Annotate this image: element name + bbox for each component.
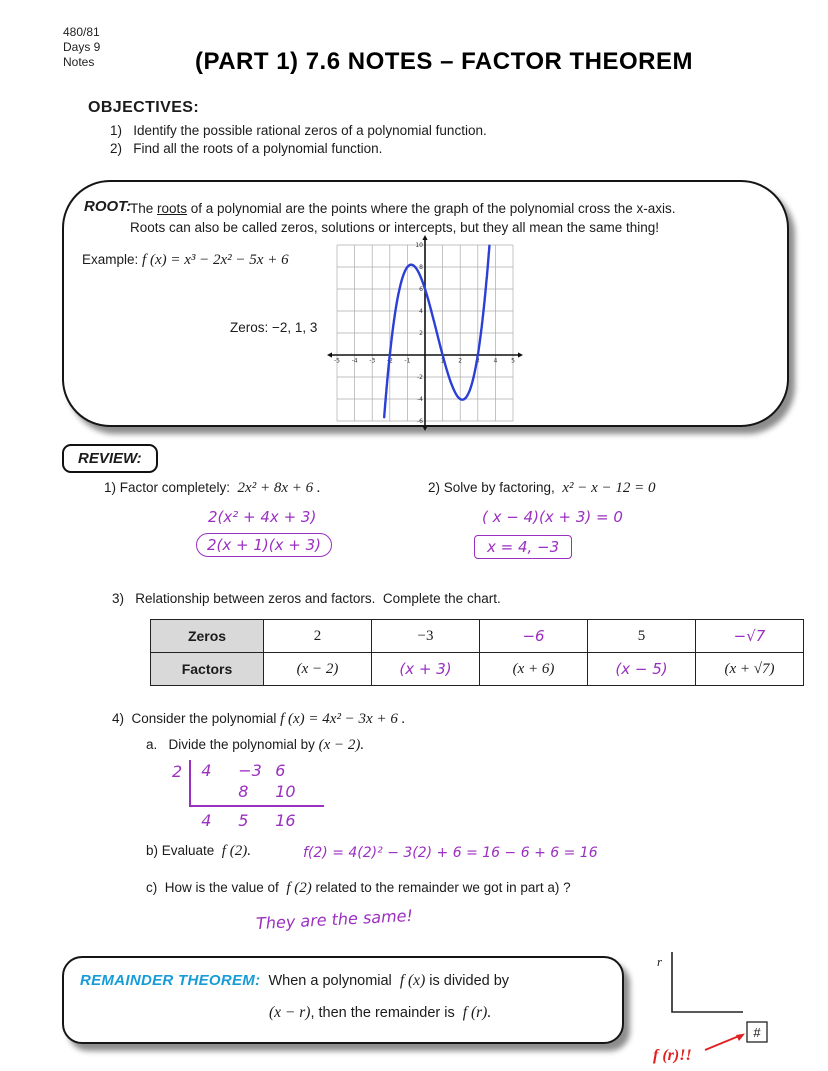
synthetic-division-work xyxy=(172,760,324,831)
synthetic-value: 10 xyxy=(275,782,296,801)
problem4-part-c xyxy=(146,880,571,897)
remainder-l1b: is divided by xyxy=(425,973,510,989)
problem4-part-a xyxy=(146,737,364,754)
svg-text:5: 5 xyxy=(511,357,515,365)
part-c-post: related to the remainder we got in part a) ? xyxy=(311,880,571,895)
review-problem-1 xyxy=(104,480,321,497)
svg-text:-6: -6 xyxy=(417,418,423,425)
synthetic-row-coefficients xyxy=(201,760,312,781)
review-problem-2 xyxy=(428,480,656,497)
problem1-text: 1) Factor completely: xyxy=(104,480,238,495)
remainder-l2a: , then the remainder is xyxy=(310,1005,463,1021)
objectives-heading: OBJECTIVES: xyxy=(88,99,200,116)
root-line1-post: of a polynomial are the points where the graph of the polynomial cross the x-axis. xyxy=(187,201,676,216)
problem4-polynomial: f (x) = 4x² − 3x + 6 . xyxy=(280,711,406,727)
example-label: Example: xyxy=(82,252,139,267)
root-line2: Roots can also be called zeros, solutions or intercepts, but they all mean the same thing! xyxy=(130,220,660,235)
diagram-hash-label: # xyxy=(753,1025,761,1040)
svg-text:3: 3 xyxy=(475,357,480,365)
table-zero-cell-handwritten: −6 xyxy=(480,620,588,653)
svg-text:-3: -3 xyxy=(369,357,376,365)
objective-item-1: 1) Identify the possible rational zeros of a polynomial function. xyxy=(110,123,487,138)
table-factor-cell: (x + √7) xyxy=(696,653,804,686)
part-b-expression: f (2). xyxy=(221,843,251,859)
diagram-division-bracket xyxy=(672,952,743,1012)
synthetic-body xyxy=(189,760,324,831)
part-a-text: a. Divide the polynomial by xyxy=(146,737,319,752)
problem1-work-line1: 2(x² + 4x + 3) xyxy=(208,508,317,526)
part-c-handwritten-answer: They are the same! xyxy=(255,905,414,934)
page-title: (PART 1) 7.6 NOTES – FACTOR THEOREM xyxy=(194,48,693,75)
polynomial-graph xyxy=(327,235,523,431)
svg-text:6: 6 xyxy=(419,286,423,293)
remainder-theorem-line2 xyxy=(269,1004,491,1022)
root-line1-underlined: roots xyxy=(157,201,188,216)
remainder-xr: (x − r) xyxy=(269,1004,311,1021)
corner-note xyxy=(63,25,100,70)
part-b-handwritten-work: f(2) = 4(2)² − 3(2) + 6 = 16 − 6 + 6 = 16 xyxy=(303,845,598,861)
diagram-red-arrowhead xyxy=(736,1034,745,1042)
table-factor-cell: (x + 6) xyxy=(480,653,588,686)
corner-line-3: Notes xyxy=(63,55,95,69)
corner-line-2: Days 9 xyxy=(63,40,101,54)
root-line1-pre: The xyxy=(130,201,158,216)
svg-text:-4: -4 xyxy=(417,396,423,403)
table-zero-cell: 2 xyxy=(264,620,372,653)
svg-text:-2: -2 xyxy=(386,357,393,365)
synthetic-value: 16 xyxy=(275,811,296,830)
example-row xyxy=(82,252,289,269)
problem2-work-line1: ( x − 4)(x + 3) = 0 xyxy=(482,508,623,526)
problem4-intro xyxy=(112,711,405,728)
objective-item-2: 2) Find all the roots of a polynomial function. xyxy=(110,141,383,156)
remainder-theorem-box xyxy=(62,956,624,1044)
synthetic-value: 6 xyxy=(275,761,286,780)
svg-text:10: 10 xyxy=(415,242,423,249)
example-function: f (x) = x³ − 2x² − 5x + 6 xyxy=(142,252,289,268)
synthetic-value: −3 xyxy=(238,761,262,780)
problem3-intro: 3) Relationship between zeros and factors. Complete the chart. xyxy=(112,591,501,606)
synthetic-row-result xyxy=(189,807,324,831)
problem2-answer-boxed: x = 4, −3 xyxy=(474,535,572,559)
synthetic-row-products xyxy=(201,781,312,802)
table-zero-cell: −3 xyxy=(372,620,480,653)
svg-text:2: 2 xyxy=(419,330,423,337)
problem2-text: 2) Solve by factoring, xyxy=(428,480,563,495)
synthetic-value: 4 xyxy=(201,811,212,830)
root-definition-text xyxy=(130,199,782,237)
svg-text:1: 1 xyxy=(440,357,445,365)
table-factor-cell-handwritten: (x + 3) xyxy=(372,653,480,686)
diagram-fr-annotation: f (r)!! xyxy=(653,1047,692,1064)
part-a-divisor: (x − 2). xyxy=(318,737,365,753)
problem4-intro-text: 4) Consider the polynomial xyxy=(112,711,281,726)
problem1-answer-boxed: 2(x + 1)(x + 3) xyxy=(196,533,332,557)
problem4-part-b xyxy=(146,843,251,860)
zeros-label: Zeros: −2, 1, 3 xyxy=(230,320,318,335)
table-zero-cell-handwritten: −√7 xyxy=(696,620,804,653)
table-zero-cell: 5 xyxy=(588,620,696,653)
remainder-fx: f (x) xyxy=(399,972,426,989)
remainder-fr: f (r). xyxy=(462,1004,492,1021)
synthetic-blank xyxy=(201,781,238,802)
remainder-l1a: When a polynomial xyxy=(260,973,400,989)
table-row-header-factors: Factors xyxy=(151,653,264,686)
table-factor-cell: (x − 2) xyxy=(264,653,372,686)
svg-text:4: 4 xyxy=(493,357,498,365)
table-row-header-zeros: Zeros xyxy=(151,620,264,653)
problem2-expression: x² − x − 12 = 0 xyxy=(562,480,656,496)
part-c-expression: f (2) xyxy=(286,880,312,896)
zeros-factors-table xyxy=(150,619,804,686)
remainder-diagram xyxy=(645,944,825,1068)
svg-text:-2: -2 xyxy=(417,374,423,381)
remainder-theorem-line1 xyxy=(80,972,509,990)
synthetic-value: 4 xyxy=(201,761,212,780)
svg-text:-1: -1 xyxy=(404,357,411,365)
diagram-red-arrow xyxy=(705,1036,739,1050)
diagram-r-label: r xyxy=(657,954,663,969)
svg-text:-4: -4 xyxy=(351,357,358,365)
review-heading: REVIEW: xyxy=(62,444,158,473)
corner-line-1: 480/81 xyxy=(63,25,100,39)
problem1-expression: 2x² + 8x + 6 . xyxy=(237,480,321,496)
root-label: ROOT: xyxy=(84,198,132,215)
table-factor-cell-handwritten: (x − 5) xyxy=(588,653,696,686)
svg-text:2: 2 xyxy=(458,357,463,365)
synthetic-bracket xyxy=(189,760,324,807)
svg-text:4: 4 xyxy=(419,308,423,315)
svg-text:-5: -5 xyxy=(334,357,340,365)
synthetic-value: 8 xyxy=(238,782,249,801)
synthetic-divisor: 2 xyxy=(172,762,183,781)
svg-text:8: 8 xyxy=(419,264,423,271)
synthetic-value: 5 xyxy=(238,811,249,830)
part-b-text: b) Evaluate xyxy=(146,843,222,858)
remainder-theorem-heading: REMAINDER THEOREM: xyxy=(80,972,261,989)
part-c-pre: c) How is the value of xyxy=(146,880,287,895)
